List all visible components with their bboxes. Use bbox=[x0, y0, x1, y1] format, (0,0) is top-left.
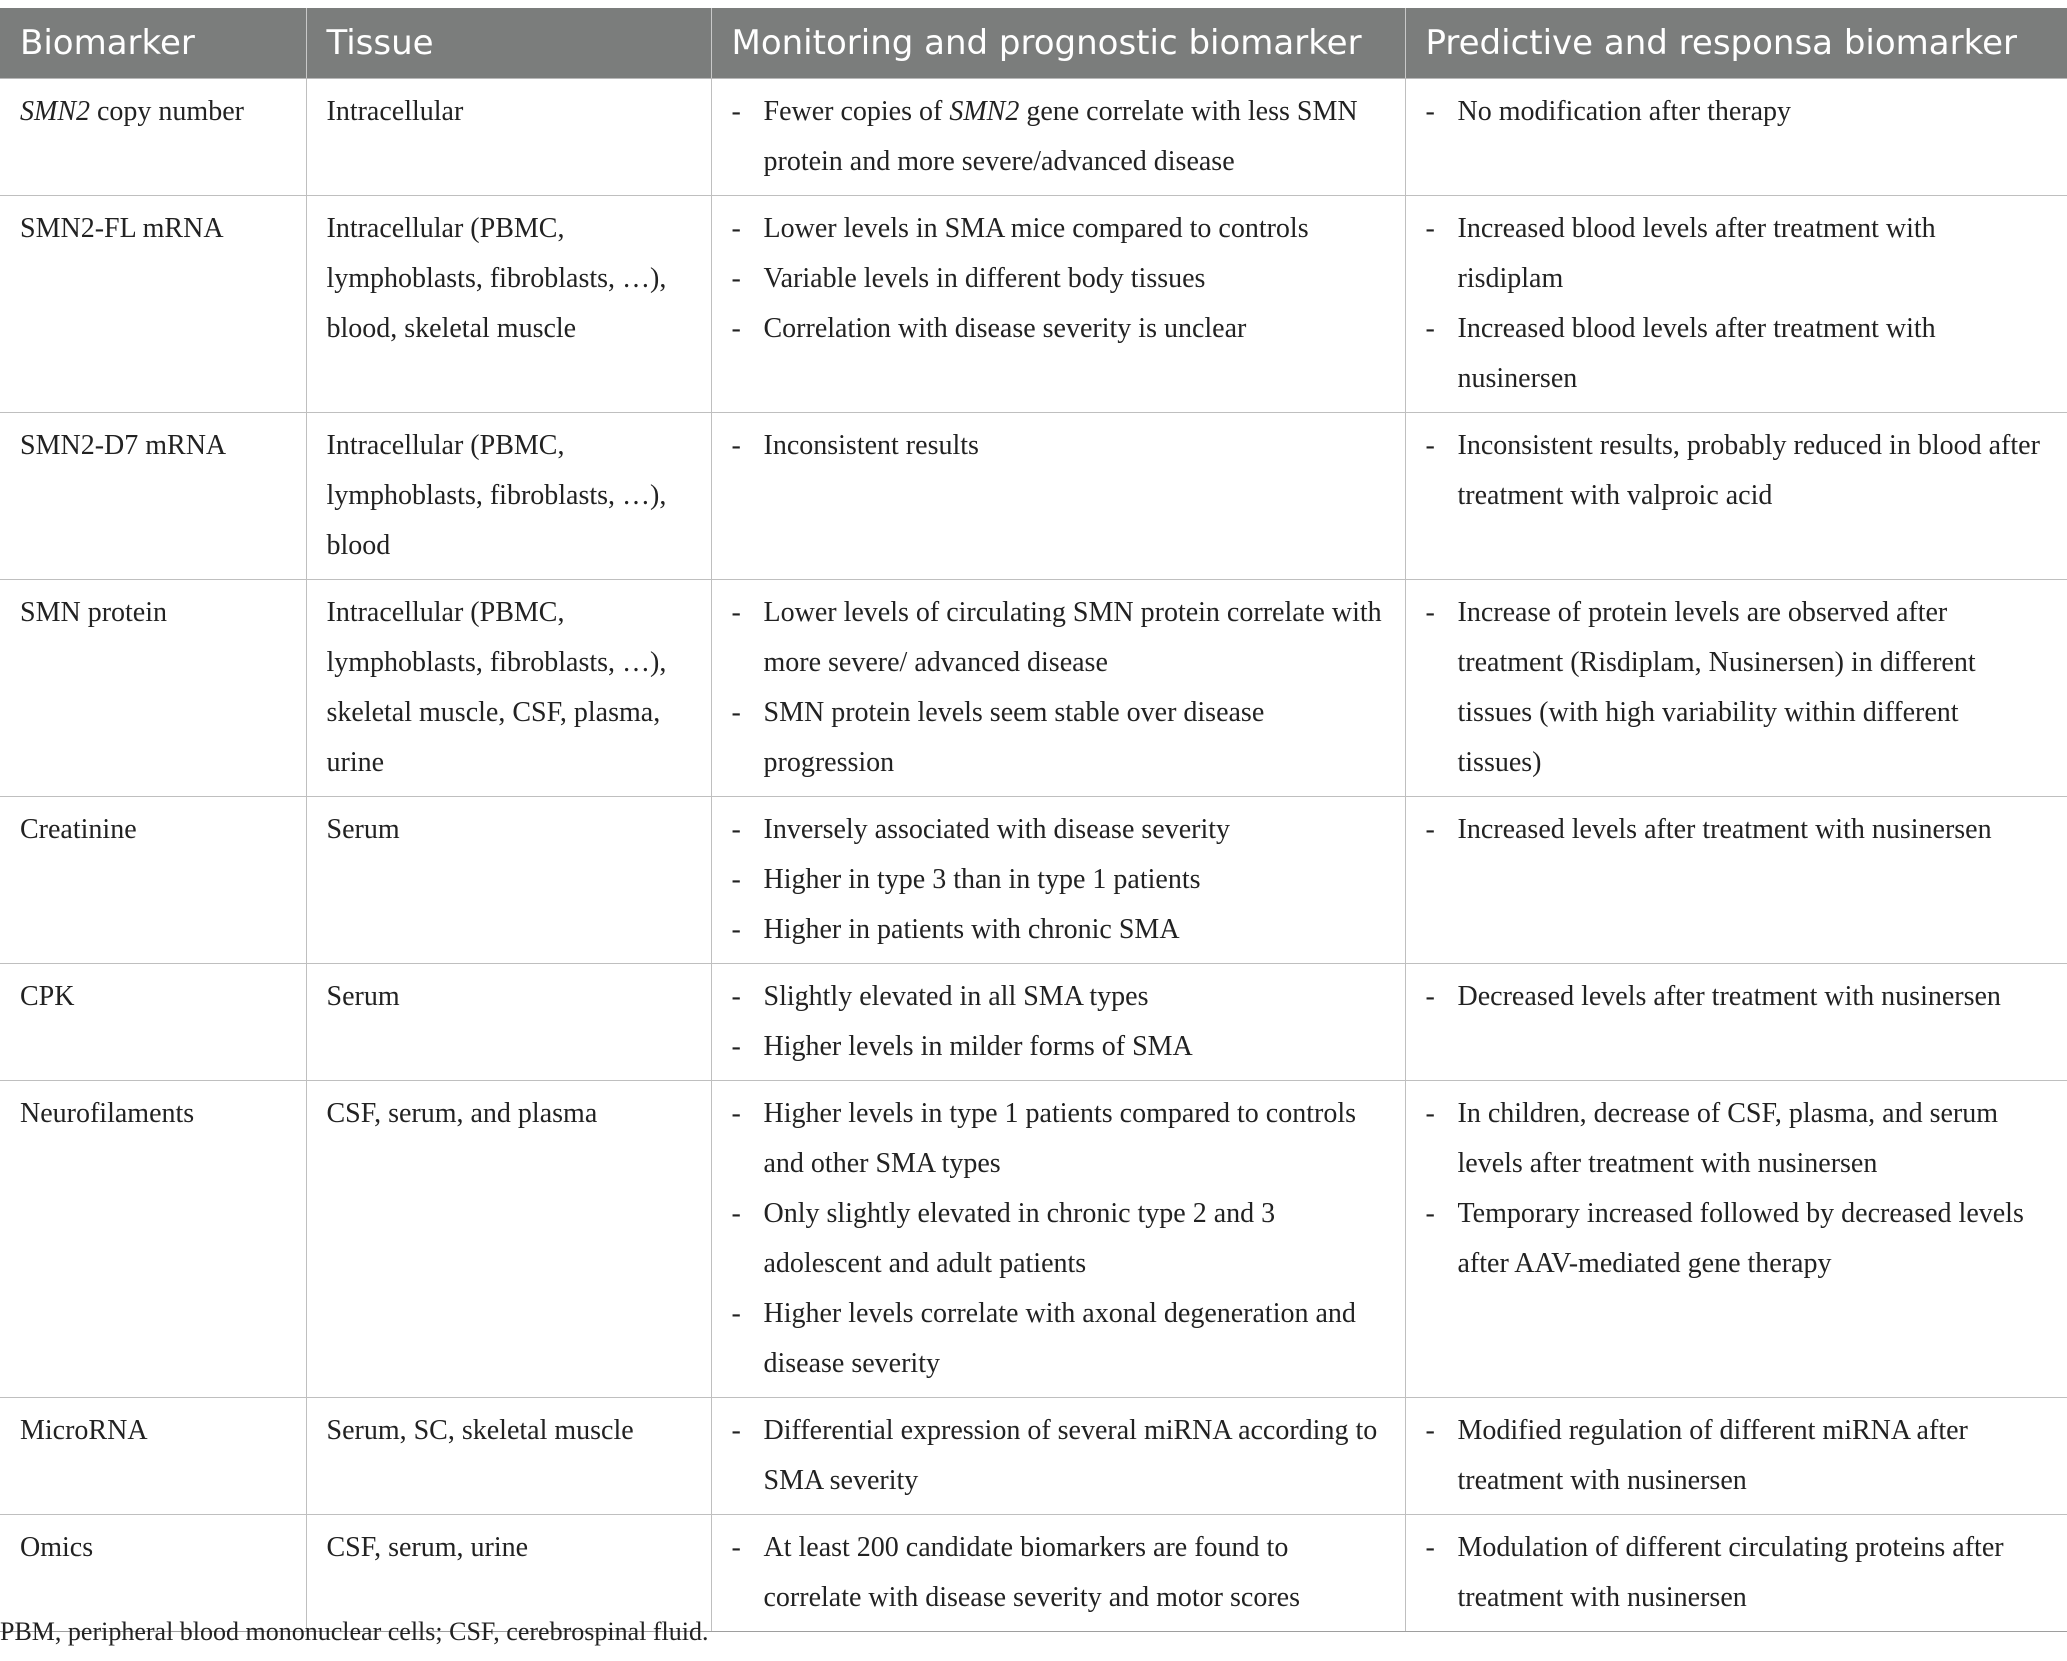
monitoring-item bbox=[732, 1089, 1385, 1189]
bullet-dash: - bbox=[1425, 1098, 1435, 1129]
header-row bbox=[0, 8, 2067, 79]
monitoring-text: Lower levels of circulating SMN protein correlate with more severe/ advanced disease bbox=[763, 597, 1382, 678]
monitoring-list bbox=[732, 1406, 1385, 1506]
biomarker-name: CPK bbox=[20, 981, 75, 1012]
bullet-dash: - bbox=[731, 263, 741, 294]
monitoring-list bbox=[732, 204, 1385, 354]
monitoring-item bbox=[732, 972, 1385, 1022]
monitoring-item bbox=[732, 87, 1385, 187]
table-row bbox=[0, 797, 2067, 964]
table-row bbox=[0, 1081, 2067, 1398]
monitoring-cell bbox=[711, 580, 1405, 797]
predictive-list bbox=[1426, 1523, 2048, 1623]
predictive-item bbox=[1426, 1189, 2048, 1289]
biomarker-table-container bbox=[0, 8, 2067, 1632]
monitoring-item bbox=[732, 1189, 1385, 1289]
monitoring-cell bbox=[711, 797, 1405, 964]
predictive-item bbox=[1426, 304, 2048, 404]
biomarker-table bbox=[0, 8, 2067, 1632]
predictive-list bbox=[1426, 972, 2048, 1022]
biomarker-cell bbox=[0, 196, 306, 413]
tissue-cell: CSF, serum, and plasma bbox=[306, 1081, 711, 1398]
bullet-dash: - bbox=[731, 697, 741, 728]
predictive-text: Increased blood levels after treatment with nusinersen bbox=[1457, 313, 1936, 394]
predictive-text: Increased levels after treatment with nusinersen bbox=[1457, 814, 1992, 845]
predictive-list bbox=[1426, 204, 2048, 404]
biomarker-cell bbox=[0, 964, 306, 1081]
monitoring-text: Higher in type 3 than in type 1 patients bbox=[763, 864, 1201, 895]
monitoring-item bbox=[732, 1406, 1385, 1506]
biomarker-name: SMN2-FL mRNA bbox=[20, 213, 224, 244]
monitoring-item bbox=[732, 805, 1385, 855]
predictive-list bbox=[1426, 1406, 2048, 1506]
predictive-item bbox=[1426, 588, 2048, 788]
header-predictive: Predictive and responsa biomarker bbox=[1405, 8, 2067, 79]
bullet-dash: - bbox=[731, 981, 741, 1012]
monitoring-cell bbox=[711, 1515, 1405, 1632]
monitoring-text: SMN protein levels seem stable over disease progression bbox=[763, 697, 1265, 778]
monitoring-cell bbox=[711, 964, 1405, 1081]
predictive-cell bbox=[1405, 413, 2067, 580]
predictive-cell bbox=[1405, 964, 2067, 1081]
predictive-item bbox=[1426, 1523, 2048, 1623]
bullet-dash: - bbox=[731, 1198, 741, 1229]
predictive-text: Increased blood levels after treatment with risdiplam bbox=[1457, 213, 1936, 294]
table-row bbox=[0, 580, 2067, 797]
bullet-dash: - bbox=[1425, 1198, 1435, 1229]
biomarker-cell bbox=[0, 1398, 306, 1515]
predictive-cell bbox=[1405, 1515, 2067, 1632]
bullet-dash: - bbox=[731, 914, 741, 945]
bullet-dash: - bbox=[731, 864, 741, 895]
predictive-text: Modified regulation of different miRNA after treatment with nusinersen bbox=[1457, 1415, 1968, 1496]
tissue-cell: CSF, serum, urine bbox=[306, 1515, 711, 1632]
monitoring-item bbox=[732, 254, 1385, 304]
predictive-list bbox=[1426, 1089, 2048, 1289]
monitoring-text: Higher levels correlate with axonal degeneration and disease severity bbox=[763, 1298, 1356, 1379]
predictive-text: Temporary increased followed by decreased levels after AAV-mediated gene therapy bbox=[1457, 1198, 2024, 1279]
monitoring-list bbox=[732, 972, 1385, 1072]
biomarker-cell bbox=[0, 1081, 306, 1398]
table-row bbox=[0, 79, 2067, 196]
predictive-list bbox=[1426, 805, 2048, 855]
table-row bbox=[0, 1515, 2067, 1632]
monitoring-item bbox=[732, 855, 1385, 905]
monitoring-text: Lower levels in SMA mice compared to controls bbox=[763, 213, 1309, 244]
monitoring-list bbox=[732, 588, 1385, 788]
monitoring-item bbox=[732, 588, 1385, 688]
predictive-list bbox=[1426, 87, 2048, 137]
tissue-cell: Intracellular (PBMC, lymphoblasts, fibroblasts, …), skeletal muscle, CSF, plasma, urine bbox=[306, 580, 711, 797]
biomarker-cell bbox=[0, 797, 306, 964]
predictive-text: In children, decrease of CSF, plasma, and serum levels after treatment with nusinersen bbox=[1457, 1098, 1998, 1179]
bullet-dash: - bbox=[731, 213, 741, 244]
predictive-item bbox=[1426, 805, 2048, 855]
monitoring-text: gene correlate with less SMN protein and more severe/advanced disease bbox=[763, 96, 1358, 177]
predictive-cell bbox=[1405, 1398, 2067, 1515]
bullet-dash: - bbox=[731, 96, 741, 127]
bullet-dash: - bbox=[731, 1298, 741, 1329]
monitoring-text: Fewer copies of bbox=[763, 96, 950, 127]
table-row bbox=[0, 196, 2067, 413]
biomarker-cell bbox=[0, 580, 306, 797]
header-biomarker: Biomarker bbox=[0, 8, 306, 79]
biomarker-name: SMN protein bbox=[20, 597, 167, 628]
tissue-cell: Serum bbox=[306, 797, 711, 964]
biomarker-name: Creatinine bbox=[20, 814, 137, 845]
tissue-cell: Intracellular bbox=[306, 79, 711, 196]
table-row bbox=[0, 1398, 2067, 1515]
tissue-cell: Serum bbox=[306, 964, 711, 1081]
predictive-item bbox=[1426, 421, 2048, 521]
bullet-dash: - bbox=[1425, 814, 1435, 845]
bullet-dash: - bbox=[1425, 1532, 1435, 1563]
bullet-dash: - bbox=[1425, 313, 1435, 344]
predictive-list bbox=[1426, 588, 2048, 788]
bullet-dash: - bbox=[1425, 430, 1435, 461]
bullet-dash: - bbox=[731, 1415, 741, 1446]
bullet-dash: - bbox=[1425, 597, 1435, 628]
monitoring-list bbox=[732, 87, 1385, 187]
table-footnote: PBM, peripheral blood mononuclear cells; CSF, cerebrospinal fluid. bbox=[0, 1617, 709, 1646]
biomarker-cell bbox=[0, 79, 306, 196]
monitoring-text: Only slightly elevated in chronic type 2 and 3 adolescent and adult patients bbox=[763, 1198, 1276, 1279]
predictive-cell bbox=[1405, 79, 2067, 196]
header-tissue: Tissue bbox=[306, 8, 711, 79]
monitoring-text: Differential expression of several miRNA according to SMA severity bbox=[763, 1415, 1378, 1496]
bullet-dash: - bbox=[731, 430, 741, 461]
monitoring-item bbox=[732, 688, 1385, 788]
monitoring-cell bbox=[711, 413, 1405, 580]
monitoring-text: Higher levels in type 1 patients compared to controls and other SMA types bbox=[763, 1098, 1357, 1179]
monitoring-text: Correlation with disease severity is unclear bbox=[763, 313, 1247, 344]
monitoring-item bbox=[732, 1523, 1385, 1623]
predictive-text: Modulation of different circulating proteins after treatment with nusinersen bbox=[1457, 1532, 2004, 1613]
monitoring-text: Higher levels in milder forms of SMA bbox=[763, 1031, 1193, 1062]
bullet-dash: - bbox=[731, 597, 741, 628]
monitoring-cell bbox=[711, 79, 1405, 196]
predictive-cell bbox=[1405, 797, 2067, 964]
predictive-item bbox=[1426, 204, 2048, 304]
bullet-dash: - bbox=[731, 1031, 741, 1062]
predictive-item bbox=[1426, 972, 2048, 1022]
predictive-text: No modification after therapy bbox=[1457, 96, 1792, 127]
monitoring-list bbox=[732, 805, 1385, 955]
predictive-cell bbox=[1405, 580, 2067, 797]
monitoring-item bbox=[732, 204, 1385, 254]
tissue-cell: Intracellular (PBMC, lymphoblasts, fibroblasts, …), blood, skeletal muscle bbox=[306, 196, 711, 413]
biomarker-name: MicroRNA bbox=[20, 1415, 148, 1446]
biomarker-name: copy number bbox=[90, 96, 244, 127]
monitoring-text-italic: SMN2 bbox=[949, 96, 1020, 127]
predictive-item bbox=[1426, 1089, 2048, 1189]
predictive-list bbox=[1426, 421, 2048, 521]
table-row bbox=[0, 413, 2067, 580]
bullet-dash: - bbox=[731, 313, 741, 344]
bullet-dash: - bbox=[1425, 213, 1435, 244]
bullet-dash: - bbox=[731, 1532, 741, 1563]
biomarker-name: SMN2-D7 mRNA bbox=[20, 430, 227, 461]
monitoring-text: Inconsistent results bbox=[763, 430, 979, 461]
tissue-cell: Intracellular (PBMC, lymphoblasts, fibroblasts, …), blood bbox=[306, 413, 711, 580]
predictive-cell bbox=[1405, 196, 2067, 413]
bullet-dash: - bbox=[731, 814, 741, 845]
monitoring-list bbox=[732, 1089, 1385, 1389]
biomarker-name-italic: SMN2 bbox=[20, 96, 90, 127]
predictive-text: Inconsistent results, probably reduced in blood after treatment with valproic acid bbox=[1457, 430, 2040, 511]
monitoring-text: Higher in patients with chronic SMA bbox=[763, 914, 1180, 945]
predictive-item bbox=[1426, 87, 2048, 137]
header-monitoring: Monitoring and prognostic biomarker bbox=[711, 8, 1405, 79]
monitoring-item bbox=[732, 304, 1385, 354]
biomarker-name: Omics bbox=[20, 1532, 94, 1563]
monitoring-text: Slightly elevated in all SMA types bbox=[763, 981, 1149, 1012]
monitoring-item bbox=[732, 421, 1385, 471]
table-row bbox=[0, 964, 2067, 1081]
tissue-cell: Serum, SC, skeletal muscle bbox=[306, 1398, 711, 1515]
monitoring-cell bbox=[711, 196, 1405, 413]
bullet-dash: - bbox=[731, 1098, 741, 1129]
biomarker-cell bbox=[0, 413, 306, 580]
bullet-dash: - bbox=[1425, 981, 1435, 1012]
bullet-dash: - bbox=[1425, 1415, 1435, 1446]
monitoring-cell bbox=[711, 1081, 1405, 1398]
biomarker-name: Neurofilaments bbox=[20, 1098, 195, 1129]
monitoring-item bbox=[732, 1289, 1385, 1389]
predictive-cell bbox=[1405, 1081, 2067, 1398]
monitoring-text: At least 200 candidate biomarkers are found to correlate with disease severity and motor scores bbox=[763, 1532, 1300, 1613]
monitoring-item bbox=[732, 905, 1385, 955]
predictive-text: Increase of protein levels are observed after treatment (Risdiplam, Nusinersen) in different tissues (with high variability within different tissues) bbox=[1457, 597, 1976, 778]
monitoring-text: Variable levels in different body tissues bbox=[763, 263, 1206, 294]
predictive-item bbox=[1426, 1406, 2048, 1506]
bullet-dash: - bbox=[1425, 96, 1435, 127]
monitoring-cell bbox=[711, 1398, 1405, 1515]
table-header bbox=[0, 8, 2067, 79]
monitoring-list bbox=[732, 1523, 1385, 1623]
biomarker-cell bbox=[0, 1515, 306, 1632]
predictive-text: Decreased levels after treatment with nusinersen bbox=[1457, 981, 2001, 1012]
monitoring-list bbox=[732, 421, 1385, 471]
monitoring-text: Inversely associated with disease severity bbox=[763, 814, 1231, 845]
table-body bbox=[0, 79, 2067, 1632]
monitoring-item bbox=[732, 1022, 1385, 1072]
